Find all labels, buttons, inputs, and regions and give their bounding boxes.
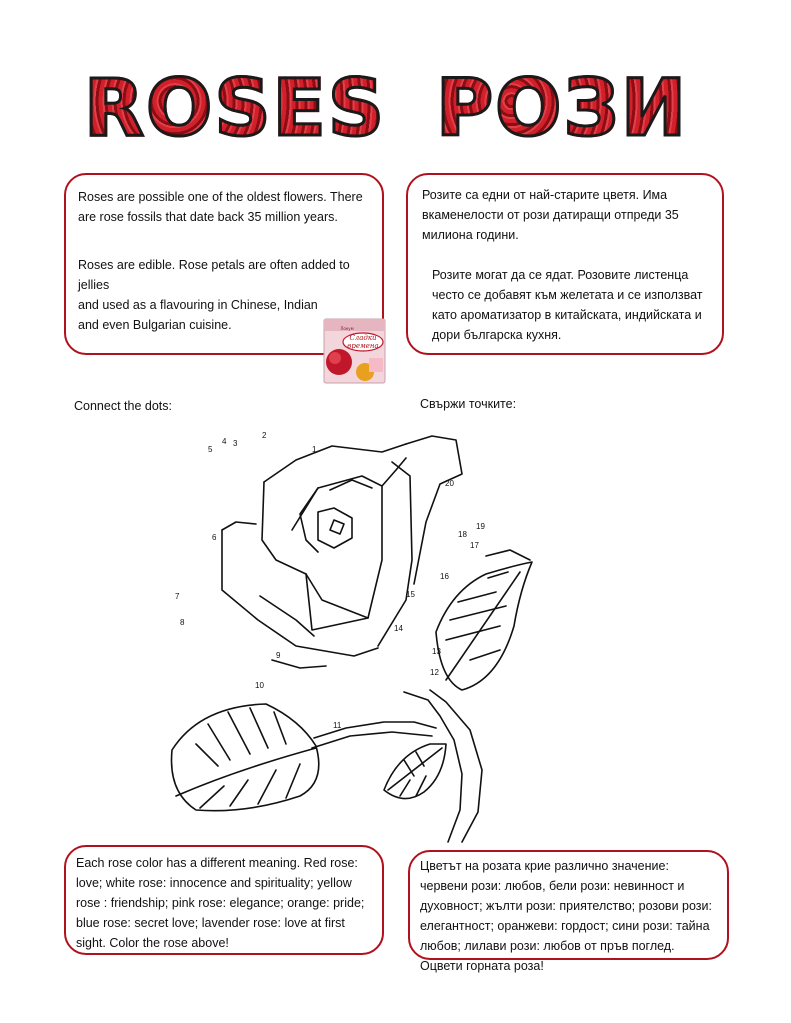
dot-label-7: 7 [175,592,180,601]
dot-label-10: 10 [255,681,264,690]
footer-box-en [64,845,384,955]
footer-en-text: Each rose color has a different meaning. Red rose: love; white rose: innocence and spirituality; yellow rose : friendship; pink rose: elegance; orange: pride; blue rose: secret love; lavender rose: love at first sight. Color the rose above! [76,856,365,950]
dot-label-17: 17 [470,541,479,550]
footer-bg-text: Цветът на розата крие различно значение: червени рози: любов, бели рози: невинност и духовност; жълти рози: приятелство; розови рози: елегантност; оранжеви: гордост; сини рози: тайна любов; лилави рози: любов от пръв поглед. Оцвети горната роза! [420,859,712,973]
product-small-label: Локум [340,326,354,331]
dot-label-4: 4 [222,437,227,446]
dot-label-15: 15 [406,590,415,599]
dot-label-1: 1 [312,445,317,454]
dot-label-12: 12 [430,668,439,677]
dot-label-5: 5 [208,445,213,454]
dot-label-3: 3 [233,439,238,448]
dot-label-8: 8 [180,618,185,627]
intro-en-line-2: and used as a flavouring in Chinese, Indian [78,298,318,312]
title-roses-bg: РОЗИ [436,64,689,154]
intro-en-line-3: and even Bulgarian cuisine. [78,318,232,332]
instruction-en: Connect the dots: [74,399,172,413]
dot-label-11: 11 [333,721,342,730]
dot-label-18: 18 [458,530,467,539]
intro-bg-paragraph-1: Розите са едни от най-старите цветя. Има вкаменелости от рози датиращи отпреди 35 милиона години. [422,188,679,242]
instruction-bg: Свържи точките: [420,397,517,411]
dot-label-9: 9 [276,651,281,660]
dot-label-16: 16 [440,572,449,581]
intro-en-line-1: Roses are edible. Rose petals are often added to jellies [78,258,350,292]
product-brand-line-2: времена [347,342,379,350]
dot-label-19: 19 [476,522,485,531]
title-roses-en: ROSES [84,64,387,154]
intro-en-paragraph-1: Roses are possible one of the oldest flowers. There are rose fossils that date back 35 million years. [78,190,363,224]
dot-label-6: 6 [212,533,217,542]
dot-label-13: 13 [432,647,441,656]
footer-box-bg [408,850,729,973]
dot-label-14: 14 [394,624,403,633]
intro-bg-paragraph-2: Розите могат да се ядат. Розовите листенца често се добавят към желетата и се използват като ароматизатор в китайската, индийската и дори българска кухня. [432,268,703,342]
dot-label-2: 2 [262,431,267,440]
product-brand-line-1: Сладки [349,334,377,342]
dot-label-20: 20 [445,479,454,488]
